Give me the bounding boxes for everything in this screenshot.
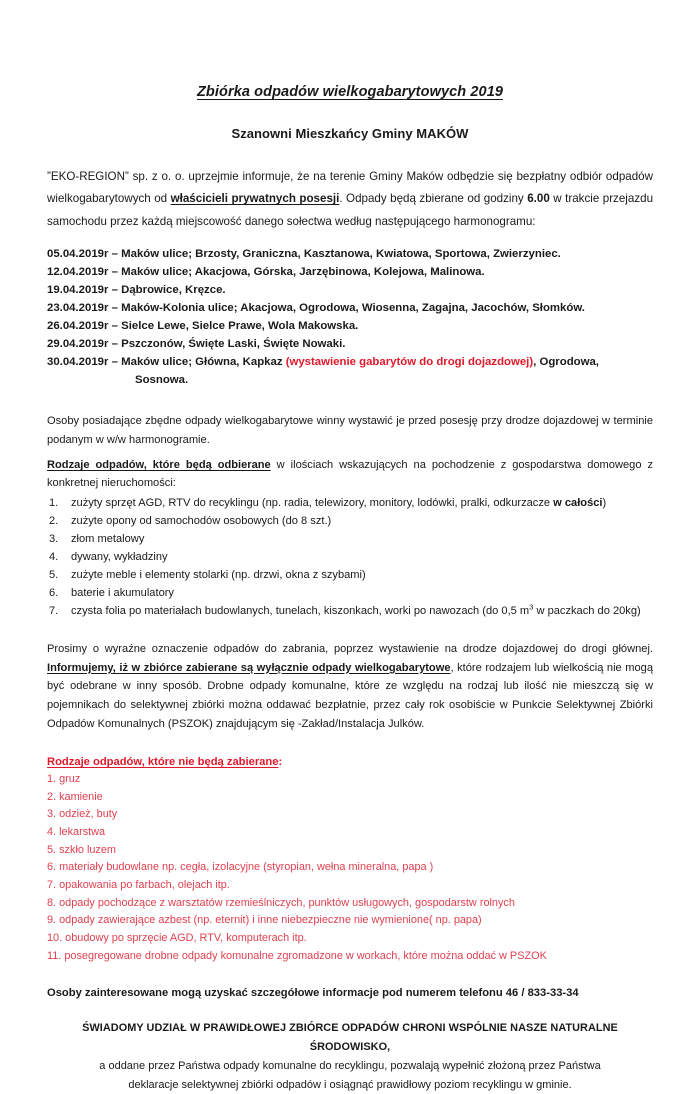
list-item: 2. kamienie [47,790,103,803]
item-number: 3. [49,532,59,545]
schedule-row [47,353,653,389]
list-item: 1. gruz [47,772,81,785]
item-text: zużyte opony od samochodów osobowych (do 8 szt.) [71,514,332,527]
refused-heading [47,734,653,768]
note-paragraph: Osoby posiadające zbędne odpady wielkogabarytowe winny wystawić je przed posesję przy drodze dojazdowej w terminie podanym w w/w harmonogramie. [47,415,653,446]
item-text-after: ) [602,496,607,509]
list-item [47,531,653,549]
schedule-streets: – Maków ulice; Brzosty, Graniczna, Kasztanowa, Kwiatowa, Sportowa, Zwierzyniec. [108,248,561,261]
item-text-after: w paczkach do 20kg) [533,604,641,617]
item-text: złom metalowy [71,532,145,545]
schedule-date: 19.04.2019r [47,284,109,297]
list-item: 9. odpady zawierające azbest (np. eternit) i inne niebezpieczne nie wymienione( np. papa) [47,914,482,927]
list-item: 7. opakowania po farbach, olejach itp. [47,878,230,891]
refused-waste-list [47,768,653,965]
item-number: 4. [49,550,59,563]
list-item [47,549,653,567]
schedule-streets: – Pszczonów, Święte Laski, Święte Nowaki. [108,338,346,351]
schedule-row [47,317,653,335]
item-number: 7. [49,604,59,617]
item-emphasis: w całości [553,496,603,509]
item-text: zużyte meble i elementy stolarki (np. drzwi, okna z szybami) [71,568,366,581]
list-item: 3. odzież, buty [47,808,118,821]
schedule-streets: – Maków-Kolonia ulice; Akacjowa, Ogrodowa, Wiosenna, Zagajna, Jacochów, Słomków. [108,302,585,315]
schedule-date: 26.04.2019r [47,320,109,333]
list-item [47,603,653,621]
refused-heading-underlined: Rodzaje odpadów, które nie będą zabierane [47,755,279,768]
intro-part1: ”EKO-REGION” sp. z o. o. uprzejmie informuje, że na terenie Gminy Maków odbędzie się bezpłatny odbiór odpadów wielkogabarytowych od [47,170,653,206]
request-emphasis: Informujemy, iż w zbiórce zabierane są wyłącznie odpady wielkogabarytowe [47,661,451,674]
item-superscript: 3 [529,602,534,611]
accepted-waste-list [47,493,653,621]
intro-emphasis-time: 6.00 [527,192,550,206]
list-item [47,585,653,603]
intro-emphasis-owners: właścicieli prywatnych posesji [170,192,340,206]
closing-message [47,999,653,1094]
closing-line-2: a oddane przez Państwa odpady komunalne do recyklingu, pozwalają wypełnić złożoną przez Państwa [99,1059,601,1072]
page-title: Zbiórka odpadów wielkogabarytowych 2019 [196,84,504,100]
schedule-date: 23.04.2019r [47,302,109,315]
schedule-streets: – Maków ulice; Akacjowa, Górska, Jarzębinowa, Kolejowa, Malinowa. [108,266,485,279]
request-paragraph [47,621,653,734]
request-part2: , które rodzajem lub wielkością nie mogą być odebrane w inny sposób. Drobne odpady komunalne, które ze względu na rodzaj lub ilość nie mieszczą się w pojemnikach do selektywnej zbiórki można oddawać bezpłatnie, przez cały rok osobiście w Punkcie Selektywnej Zbiórki Odpadów Komunalnych (PSZOK) znajdującym się -Zakład/Instalacja Julków. [47,661,654,731]
list-item: 6. materiały budowlane np. cegła, izolacyjne (styropian, wełna mineralna, papa ) [47,861,434,874]
schedule-row [47,299,653,317]
schedule-row [47,245,653,263]
list-item: 4. lekarstwa [47,825,106,838]
item-number: 6. [49,586,59,599]
schedule-row [47,281,653,299]
accepted-heading [47,449,653,493]
intro-part2: . Odpady będą zbierane od godziny [339,192,528,206]
schedule-red-note: (wystawienie gabarytów do drogi dojazdowej) [285,356,534,369]
item-number: 5. [49,568,59,581]
schedule-streets-after: , Ogrodowa, [533,356,599,369]
schedule-date: 30.04.2019r [47,356,109,369]
list-item: 8. odpady pochodzące z warsztatów rzemieślniczych, punktów usługowych, gospodarstw rolnych [47,896,515,909]
accepted-heading-underlined: Rodzaje odpadów, które będą odbierane [47,459,271,472]
refused-heading-colon: : [278,755,283,768]
closing-line-3: deklaracje selektywnej zbiórki odpadów i osiągnąć prawidłowy poziom recyklingu w gminie. [128,1078,572,1091]
list-item: 11. posegregowane drobne odpady komunalne zgromadzone w workach, które można oddać w PSZOK [47,949,547,962]
schedule-streets: – Dąbrowice, Kręzce. [108,284,226,297]
schedule-streets: – Maków ulice; Główna, Kapkaz [108,356,286,369]
list-item: 5. szkło luzem [47,843,116,856]
document-subtitle: Szanowni Mieszkańcy Gminy MAKÓW [231,126,469,141]
item-number: 2. [49,514,59,527]
list-item [47,567,653,585]
request-part1: Prosimy o wyraźne oznaczenie odpadów do zabrania, poprzez wystawienie na drodze dojazdowej do drogi głównej. [47,642,653,655]
schedule-list [47,233,653,389]
schedule-row [47,335,653,353]
closing-line-1: ŚWIADOMY UDZIAŁ W PRAWIDŁOWEJ ZBIÓRCE ODPADÓW CHRONI WSPÓLNIE NASZE NATURALNE ŚRODOWISKO, [82,1022,618,1053]
list-item [47,513,653,531]
list-item [47,495,653,513]
item-text: dywany, wykładziny [71,550,168,563]
schedule-date: 05.04.2019r [47,248,109,261]
intro-part3: w trakcie przejazdu samochodu przez każdą miejscowość danego sołectwa według następującego harmonogramu: [47,192,654,228]
schedule-continuation: Sosnowa. [135,374,189,387]
item-text: baterie i akumulatory [71,586,174,599]
list-item: 10. obudowy po sprzęcie AGD, RTV, komputerach itp. [47,931,307,944]
intro-paragraph [47,141,653,233]
schedule-date: 29.04.2019r [47,338,109,351]
schedule-streets: – Sielce Lewe, Sielce Prawe, Wola Makowska. [108,320,359,333]
schedule-row [47,263,653,281]
item-text: zużyty sprzęt AGD, RTV do recyklingu (np. radia, telewizory, monitory, lodówki, pralki, odkurzacze [71,496,554,509]
item-number: 1. [49,496,59,509]
accepted-heading-rest: w ilościach wskazujących na pochodzenie z gospodarstwa domowego z konkretnej nieruchomości: [47,459,653,490]
schedule-date: 12.04.2019r [47,266,109,279]
contact-info: Osoby zainteresowane mogą uzyskać szczegółowe informacje pod numerem telefonu 46 / 833-33-34 [47,987,579,1000]
item-text: czysta folia po materiałach budowlanych, tunelach, kiszonkach, worki po nawozach (do 0,5 m [71,604,530,617]
